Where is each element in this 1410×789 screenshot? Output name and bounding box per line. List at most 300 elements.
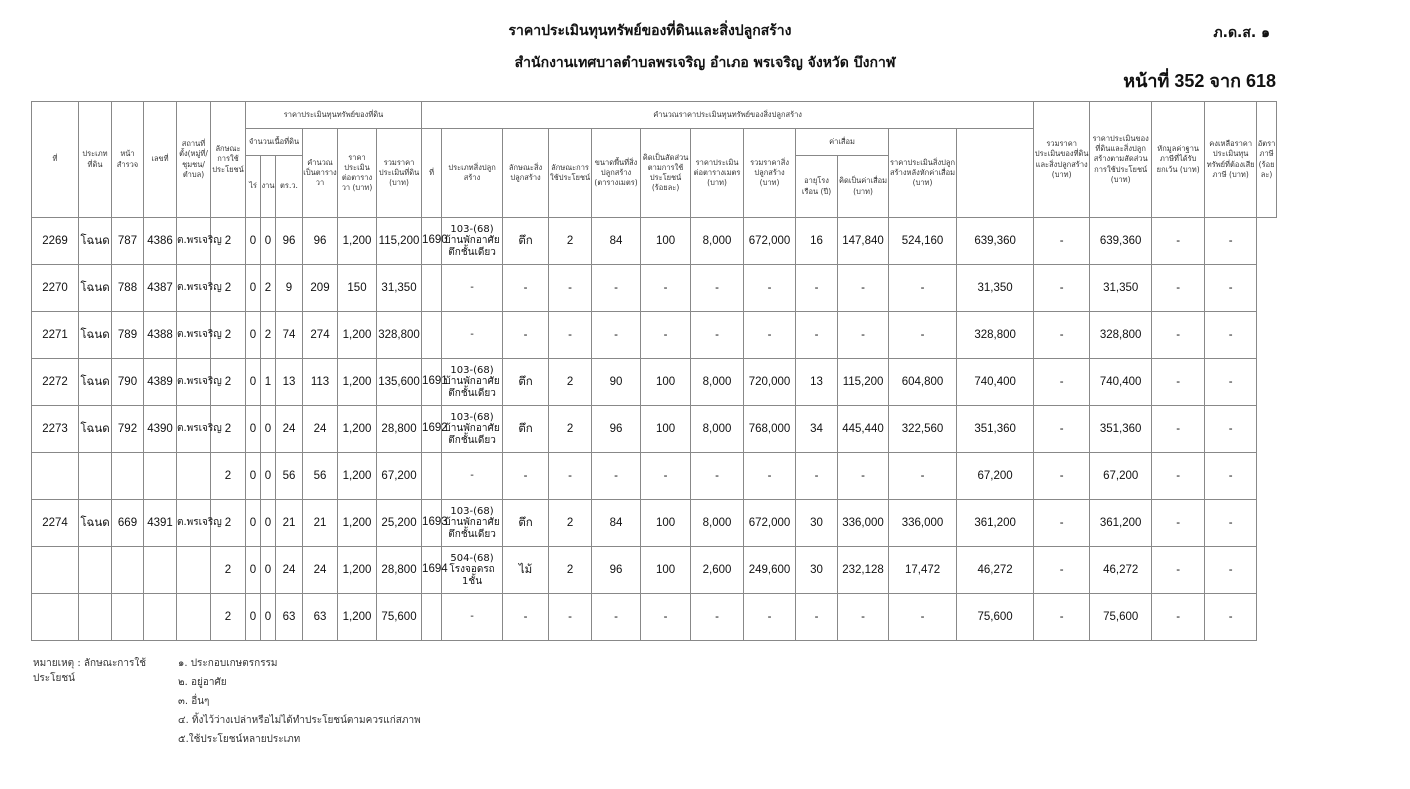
cell-bnet: 604,800 [889,359,957,406]
cell-ded: 328,800 [1090,312,1152,359]
cell-barea: 90 [592,359,641,406]
cell-page [112,594,144,641]
cell-bpct: 100 [641,359,691,406]
cell-page: 789 [112,312,144,359]
cell-land: 328,800 [377,312,422,359]
cell-bkind: - [503,265,549,312]
cell-bpsm: 8,000 [691,406,744,453]
cell-depr: 147,840 [838,218,889,265]
cell-bnet: 17,472 [889,547,957,594]
group-building-header: คำนวณราคาประเมินทุนทรัพย์ของสิ่งปลูกสร้าง [422,102,1034,129]
cell-no: 2273 [32,406,79,453]
cell-no: 2272 [32,359,79,406]
table-row [32,453,1277,500]
cell-type: โฉนด [79,312,112,359]
cell-ngan: 1 [261,359,276,406]
cell-btotal: - [744,594,796,641]
cell-bnet: - [889,453,957,500]
cell-no: 2270 [32,265,79,312]
cell-doc [144,453,177,500]
cell-age: - [796,312,838,359]
cell-bpsm: - [691,265,744,312]
cell-twa: 56 [303,453,338,500]
cell-btype: 103-(68) บ้านพักอาศัยตึกชั้นเดียว [442,406,503,453]
cell-bno [422,453,442,500]
cell-bpsm: 8,000 [691,218,744,265]
col-deduction: หักมูลค่าฐานภาษีที่ได้รับยกเว้น (บาท) [1152,102,1205,218]
cell-age: 16 [796,218,838,265]
cell-bkind: - [503,594,549,641]
cell-bnet: 524,160 [889,218,957,265]
cell-depr: 115,200 [838,359,889,406]
cell-land: 67,200 [377,453,422,500]
table-row [32,406,1277,453]
cell-no: 2274 [32,500,79,547]
cell-barea: - [592,594,641,641]
col-tax-rate: อัตราภาษี (ร้อยละ) [1257,102,1277,218]
group-area-header: จำนวนเนื้อที่ดิน [246,129,303,156]
cell-age: - [796,594,838,641]
cell-bpsm: - [691,312,744,359]
cell-loc [177,453,211,500]
col-remaining: คงเหลือราคาประเมินทุนทรัพย์ที่ต้องเสียภาษี (บาท) [1205,102,1257,218]
cell-wa: 9 [276,265,303,312]
cell-bno [422,265,442,312]
cell-land: 31,350 [377,265,422,312]
cell-wa: 24 [276,547,303,594]
cell-doc [144,547,177,594]
cell-loc [177,594,211,641]
cell-ngan: 0 [261,453,276,500]
cell-rate: - [1205,594,1257,641]
cell-rem: - [1152,312,1205,359]
cell-bpct: - [641,312,691,359]
cell-type: โฉนด [79,359,112,406]
cell-page [112,453,144,500]
cell-prop: - [1034,359,1090,406]
cell-rai: 0 [246,406,261,453]
cell-ppw: 1,200 [338,594,377,641]
cell-bnet: 336,000 [889,500,957,547]
cell-wa: 13 [276,359,303,406]
col-building-no: ที่ [422,129,442,218]
cell-rai: 0 [246,500,261,547]
form-code: ภ.ด.ส. ๑ [1213,25,1270,41]
cell-page: 790 [112,359,144,406]
cell-type [79,453,112,500]
cell-rate: - [1205,500,1257,547]
cell-barea: - [592,312,641,359]
cell-btotal: - [744,312,796,359]
cell-barea: 84 [592,218,641,265]
cell-bnet: - [889,265,957,312]
cell-no [32,453,79,500]
table-body [32,218,1277,641]
cell-twa: 113 [303,359,338,406]
cell-prop: - [1034,312,1090,359]
cell-bpsm: - [691,594,744,641]
assessment-table [31,101,1277,641]
cell-rem: - [1152,500,1205,547]
cell-buse: 2 [549,406,592,453]
cell-prop: - [1034,218,1090,265]
cell-page: 792 [112,406,144,453]
cell-age: 30 [796,547,838,594]
cell-twa: 21 [303,500,338,547]
cell-grand: 67,200 [957,453,1034,500]
cell-grand: 351,360 [957,406,1034,453]
col-total-wa: คำนวณเป็นตารางวา [303,129,338,218]
cell-ngan: 0 [261,406,276,453]
cell-ded: 31,350 [1090,265,1152,312]
cell-grand: 361,200 [957,500,1034,547]
cell-bkind: ไม้ [503,547,549,594]
document-title: ราคาประเมินทุนทรัพย์ของที่ดินและสิ่งปลูกสร้าง [508,23,792,39]
cell-ngan: 2 [261,312,276,359]
cell-bkind: ตึก [503,500,549,547]
table-row [32,312,1277,359]
cell-barea: 96 [592,406,641,453]
table-row [32,359,1277,406]
cell-btype: 103-(68) บ้านพักอาศัยตึกชั้นเดียว [442,359,503,406]
office-name: สำนักงานเทศบาลตำบลพรเจริญ อำเภอ พรเจริญ จังหวัด บึงกาฬ [514,55,896,71]
cell-btype: - [442,312,503,359]
cell-bno: 1690 [422,218,442,265]
note-item: ๓. อื่นๆ [178,696,210,707]
cell-land: 28,800 [377,547,422,594]
cell-depr: - [838,312,889,359]
cell-loc: ต.พรเจริญ [177,312,211,359]
cell-wa: 24 [276,406,303,453]
cell-rem: - [1152,547,1205,594]
cell-ded: 361,200 [1090,500,1152,547]
cell-age: 13 [796,359,838,406]
cell-bpct: 100 [641,500,691,547]
cell-buse: - [549,453,592,500]
col-rai: ไร่ [246,156,261,218]
cell-land: 28,800 [377,406,422,453]
cell-doc: 4388 [144,312,177,359]
cell-depr: 336,000 [838,500,889,547]
cell-page: 669 [112,500,144,547]
cell-rai: 0 [246,453,261,500]
cell-buse: 2 [549,359,592,406]
cell-grand: 46,272 [957,547,1034,594]
cell-ngan: 2 [261,265,276,312]
cell-btotal: 768,000 [744,406,796,453]
cell-ngan: 0 [261,500,276,547]
cell-rem: - [1152,406,1205,453]
cell-ppw: 1,200 [338,359,377,406]
cell-no: 2271 [32,312,79,359]
notes-label: หมายเหตุ : ลักษณะการใช้ประโยชน์ [33,658,147,684]
cell-bkind: - [503,312,549,359]
cell-ppw: 1,200 [338,547,377,594]
cell-use: 2 [211,594,246,641]
cell-use: 2 [211,312,246,359]
cell-page: 788 [112,265,144,312]
cell-btype: - [442,594,503,641]
table-row [32,547,1277,594]
cell-ded: 75,600 [1090,594,1152,641]
cell-ppw: 1,200 [338,312,377,359]
cell-rem: - [1152,265,1205,312]
cell-land: 25,200 [377,500,422,547]
cell-ded: 639,360 [1090,218,1152,265]
cell-ppw: 1,200 [338,218,377,265]
cell-type: โฉนด [79,500,112,547]
cell-doc: 4386 [144,218,177,265]
cell-type: โฉนด [79,406,112,453]
cell-wa: 74 [276,312,303,359]
cell-bpct: - [641,594,691,641]
cell-barea: - [592,453,641,500]
cell-bkind: ตึก [503,406,549,453]
cell-buse: 2 [549,218,592,265]
cell-land: 115,200 [377,218,422,265]
cell-rate: - [1205,218,1257,265]
col-wa: ตร.ว. [276,156,303,218]
group-depr-header: ค่าเสื่อม [796,129,889,156]
cell-use: 2 [211,265,246,312]
cell-grand: 328,800 [957,312,1034,359]
note-item: ๔. ทิ้งไว้ว่างเปล่าหรือไม่ได้ทำประโยชน์ตามควรแก่สภาพ [178,715,421,726]
cell-use: 2 [211,218,246,265]
cell-land: 75,600 [377,594,422,641]
col-building-usage: ลักษณะการใช้ประโยชน์ [549,129,592,218]
cell-bpsm: 2,600 [691,547,744,594]
cell-rai: 0 [246,312,261,359]
cell-use: 2 [211,406,246,453]
cell-rai: 0 [246,594,261,641]
cell-bpsm: 8,000 [691,359,744,406]
cell-use: 2 [211,547,246,594]
cell-rai: 0 [246,265,261,312]
cell-no: 2269 [32,218,79,265]
cell-btype: - [442,265,503,312]
cell-loc: ต.พรเจริญ [177,500,211,547]
cell-wa: 21 [276,500,303,547]
cell-twa: 24 [303,406,338,453]
cell-loc: ต.พรเจริญ [177,406,211,453]
col-building-type: ประเภทสิ่งปลูกสร้าง [442,129,503,218]
cell-btotal: - [744,453,796,500]
cell-grand: 639,360 [957,218,1034,265]
cell-twa: 24 [303,547,338,594]
cell-bpct: 100 [641,406,691,453]
cell-bpct: - [641,453,691,500]
cell-doc: 4389 [144,359,177,406]
cell-type [79,594,112,641]
cell-rate: - [1205,547,1257,594]
cell-doc: 4390 [144,406,177,453]
cell-bno: 1693 [422,500,442,547]
cell-rate: - [1205,359,1257,406]
cell-loc: ต.พรเจริญ [177,359,211,406]
cell-use: 2 [211,359,246,406]
cell-btype: 103-(68) บ้านพักอาศัยตึกชั้นเดียว [442,218,503,265]
col-land-type: ประเภทที่ดิน [79,102,112,218]
cell-buse: - [549,594,592,641]
cell-ngan: 0 [261,594,276,641]
cell-btotal: 249,600 [744,547,796,594]
col-no: ที่ [32,102,79,218]
cell-bnet: 322,560 [889,406,957,453]
cell-depr: - [838,453,889,500]
cell-ded: 740,400 [1090,359,1152,406]
cell-use: 2 [211,453,246,500]
col-doc-no: เลขที่ [144,102,177,218]
cell-bkind: ตึก [503,359,549,406]
col-building-area: ขนาดพื้นที่สิ่งปลูกสร้าง (ตารางเมตร) [592,129,641,218]
cell-btype: - [442,453,503,500]
cell-ppw: 150 [338,265,377,312]
cell-ded: 351,360 [1090,406,1152,453]
notes [33,656,421,751]
cell-bpct: 100 [641,218,691,265]
cell-age: - [796,265,838,312]
col-building-pct: คิดเป็นสัดส่วนตามการใช้ประโยชน์ (ร้อยละ) [641,129,691,218]
cell-prop: - [1034,453,1090,500]
cell-rem: - [1152,594,1205,641]
cell-no [32,547,79,594]
cell-page: 787 [112,218,144,265]
cell-rai: 0 [246,359,261,406]
cell-ded: 67,200 [1090,453,1152,500]
cell-bpct: - [641,265,691,312]
table-row [32,265,1277,312]
cell-btotal: 720,000 [744,359,796,406]
group-land-header: ราคาประเมินทุนทรัพย์ของที่ดิน [246,102,422,129]
cell-rai: 0 [246,218,261,265]
cell-doc: 4391 [144,500,177,547]
col-building-total: รวมราคาสิ่งปลูกสร้าง (บาท) [744,129,796,218]
cell-btotal: 672,000 [744,500,796,547]
col-building-net: ราคาประเมินสิ่งปลูกสร้างหลังหักค่าเสื่อม (บาท) [889,129,957,218]
cell-page [112,547,144,594]
cell-prop: - [1034,500,1090,547]
note-item: ๒. อยู่อาศัย [178,677,227,688]
cell-grand: 75,600 [957,594,1034,641]
cell-bnet: - [889,594,957,641]
cell-barea: - [592,265,641,312]
page-number: หน้าที่ 352 จาก 618 [1123,71,1276,91]
cell-bno [422,312,442,359]
cell-twa: 274 [303,312,338,359]
cell-type: โฉนด [79,265,112,312]
cell-twa: 96 [303,218,338,265]
cell-bpsm: 8,000 [691,500,744,547]
cell-wa: 56 [276,453,303,500]
cell-depr: 232,128 [838,547,889,594]
cell-grand: 740,400 [957,359,1034,406]
cell-no [32,594,79,641]
table-row [32,594,1277,641]
cell-rem: - [1152,359,1205,406]
cell-age: 30 [796,500,838,547]
cell-prop: - [1034,265,1090,312]
note-item: ๑. ประกอบเกษตรกรรม [178,658,278,669]
cell-ppw: 1,200 [338,406,377,453]
cell-loc: ต.พรเจริญ [177,218,211,265]
table-row [32,218,1277,265]
cell-bpct: 100 [641,547,691,594]
cell-barea: 96 [592,547,641,594]
cell-bkind: - [503,453,549,500]
cell-rate: - [1205,406,1257,453]
cell-depr: - [838,265,889,312]
cell-btotal: 672,000 [744,218,796,265]
cell-btotal: - [744,265,796,312]
cell-type: โฉนด [79,218,112,265]
cell-use: 2 [211,500,246,547]
cell-rate: - [1205,312,1257,359]
cell-ppw: 1,200 [338,453,377,500]
col-land-total: รวมราคาประเมินที่ดิน (บาท) [377,129,422,218]
cell-wa: 63 [276,594,303,641]
cell-btype: 103-(68) บ้านพักอาศัยตึกชั้นเดียว [442,500,503,547]
col-survey-page: หน้าสำรวจ [112,102,144,218]
cell-twa: 63 [303,594,338,641]
cell-land: 135,600 [377,359,422,406]
cell-age: - [796,453,838,500]
cell-prop: - [1034,406,1090,453]
col-grand-total: รวมราคาประเมินของที่ดินและสิ่งปลูกสร้าง (บาท) [1034,102,1090,218]
cell-buse: - [549,312,592,359]
col-building-price-sqm: ราคาประเมินต่อตารางเมตร (บาท) [691,129,744,218]
cell-twa: 209 [303,265,338,312]
cell-ded: 46,272 [1090,547,1152,594]
col-price-per-wa: ราคาประเมินต่อตารางวา (บาท) [338,129,377,218]
cell-bkind: ตึก [503,218,549,265]
cell-btype: 504-(68) โรงจอดรถ 1ชั้น [442,547,503,594]
cell-bno [422,594,442,641]
cell-doc [144,594,177,641]
cell-doc: 4387 [144,265,177,312]
cell-ngan: 0 [261,547,276,594]
col-ngan: งาน [261,156,276,218]
cell-depr: 445,440 [838,406,889,453]
cell-depr: - [838,594,889,641]
cell-type [79,547,112,594]
cell-bno: 1691 [422,359,442,406]
cell-rai: 0 [246,547,261,594]
col-usage: ลักษณะการใช้ประโยชน์ [211,102,246,218]
col-depr-amount: คิดเป็นค่าเสื่อม (บาท) [838,156,889,218]
cell-barea: 84 [592,500,641,547]
cell-rem: - [1152,218,1205,265]
cell-buse: 2 [549,500,592,547]
cell-bnet: - [889,312,957,359]
col-proportion: ราคาประเมินของที่ดินและสิ่งปลูกสร้างตามสัดส่วนการใช้ประโยชน์ (บาท) [1090,102,1152,218]
cell-buse: - [549,265,592,312]
col-building-kind: ลักษณะสิ่งปลูกสร้าง [503,129,549,218]
cell-ppw: 1,200 [338,500,377,547]
cell-buse: 2 [549,547,592,594]
table-row [32,500,1277,547]
cell-ngan: 0 [261,218,276,265]
cell-bno: 1694 [422,547,442,594]
cell-loc: ต.พรเจริญ [177,265,211,312]
cell-bpsm: - [691,453,744,500]
cell-prop: - [1034,594,1090,641]
col-age: อายุโรงเรือน (ปี) [796,156,838,218]
cell-rate: - [1205,453,1257,500]
cell-rate: - [1205,265,1257,312]
cell-prop: - [1034,547,1090,594]
cell-age: 34 [796,406,838,453]
col-location: สถานที่ตั้ง(หมู่ที่/ชุมชน/ตำบล) [177,102,211,218]
